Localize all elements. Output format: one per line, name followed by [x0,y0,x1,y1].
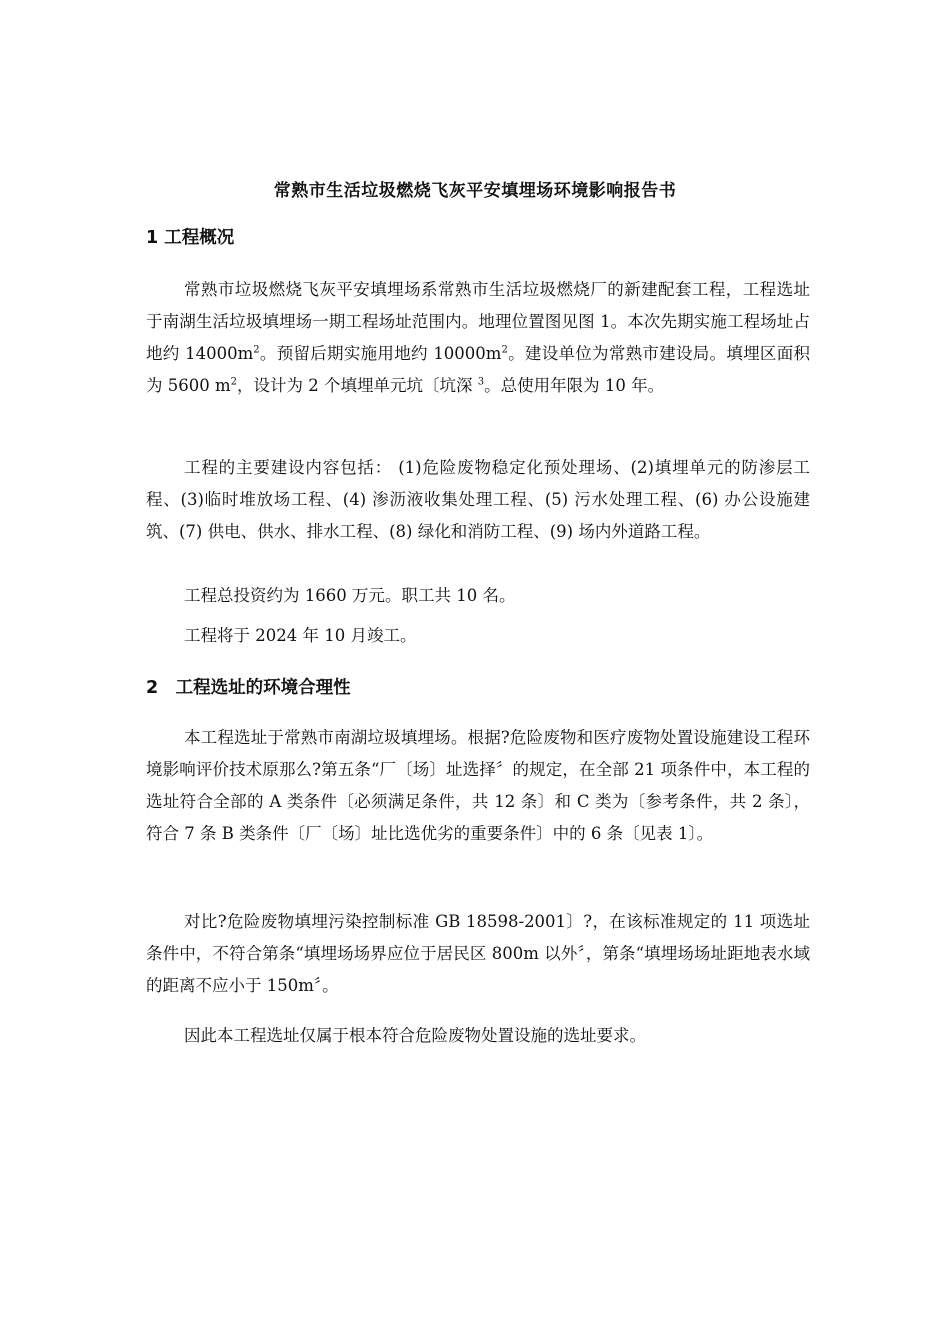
paragraph-text: 。预留后期实施用地约 10000m [259,344,502,363]
superscript: 2 [253,344,260,356]
section-1-heading: 1 工程概况 [146,228,235,248]
superscript: 2 [230,376,238,388]
section-2-paragraph-1: 本工程选址于常熟市南湖垃圾填埋场。根据?危险废物和医疗废物处置设施建设工程环境影响评价技术原那么?第五条“厂〔场〕址选择〞的规定，在全部 21 项条件中，本工程的选址符合全部的 A 类条件〔必须满足条件，共 12 条〕和 C 类为〔参考条件，共 2 条〕，符合 7 条 B 类条件〔厂〔场〕址比选优劣的重要条件〕中的 6 条〔见表 1〕。 [146,728,810,843]
section-2-paragraph-3: 因此本工程选址仅属于根本符合危险废物处置设施的选址要求。 [184,1026,646,1045]
section-1-paragraph-2: 工程的主要建设内容包括： (1)危险废物稳定化预处理场、(2)填埋单元的防渗层工程、(3)临时堆放场工程、(4) 渗沥液收集处理工程、(5) 污水处理工程、(6) 办公设施建筑、(7) 供电、供水、排水工程、(8) 绿化和消防工程、(9) 场内外道路工程。 [146,458,810,541]
paragraph-text: 。总使用年限为 10 年。 [484,376,665,395]
superscript: 3 [477,376,485,388]
section-2-paragraph-2: 对比?危险废物填埋污染控制标准 GB 18598-2001〕?，在该标准规定的 11 项选址条件中，不符合第条“填埋场场界应位于居民区 800m 以外〞，第条“填埋场场址距地表水域的距离不应小于 150m〞。 [146,912,810,995]
superscript: 2 [501,344,508,356]
section-2-heading: 2 工程选址的环境合理性 [146,678,351,698]
paragraph-text: ，设计为 2 个填埋单元坑〔坑深 [237,376,478,395]
document-title: 常熟市生活垃圾燃烧飞灰平安填埋场环境影响报告书 [273,181,677,201]
paragraph-text: 常熟市垃圾燃烧飞灰平安填埋场系常熟市生活垃圾燃烧厂的新建配套工程，工程选址于南湖生活垃圾填埋场一期工程场址范围内。地理位置图见图 1。本次先期实施工程场址占地约 14000m [146,280,810,363]
paragraph-text: 。建设单位为常熟市建设局。填埋区面积为 5600 m [146,344,810,395]
section-1-paragraph-3: 工程总投资约为 1660 万元。职工共 10 名。 [184,586,516,605]
section-1-paragraph-4: 工程将于 2024 年 10 月竣工。 [184,626,417,645]
section-1-paragraph-1 [146,274,810,402]
